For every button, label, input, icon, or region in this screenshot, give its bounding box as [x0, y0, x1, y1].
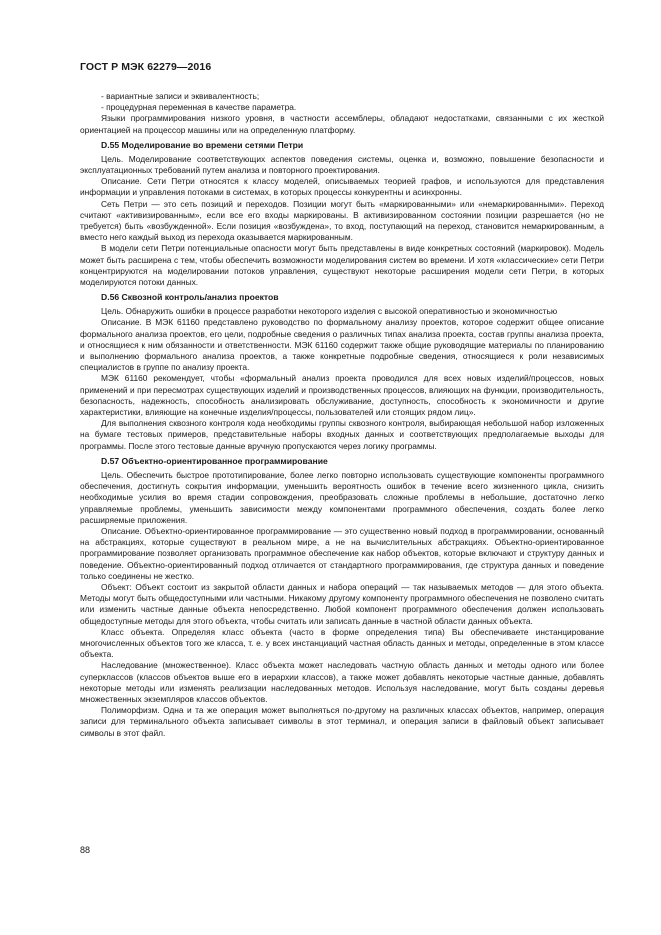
- paragraph: Описание. В МЭК 61160 представлено руководство по формальному анализу проектов, которое содержит общее описание формального анализа проектов, его цели, подробные сведения о различных типах анализа проекта, состав группы анализа проекта, и относящиеся к ним обязанности и ответственности. МЭК 61160 содержит также общие руководящие материалы по планированию и выполнению формального анализа проектов, а также конкретные подробные сведения, относящиеся к роли независимых специалистов в группе по анализу проекта.: [80, 317, 604, 373]
- paragraph: МЭК 61160 рекомендует, чтобы «формальный анализ проекта проводился для всех новых изделий/процессов, новых применений и при пересмотрах существующих изделий и производственных процессов, влияющих на функции, производительность, безопасность, надежность, способность анализировать обслуживание, доступность, способность к экономичности и другие характеристики, влияющие на конечные изделия/процессы, пользователей или стоящих рядом лиц».: [80, 373, 604, 418]
- paragraph: Цель. Моделирование соответствующих аспектов поведения системы, оценка и, возможно, повышение безопасности и эксплуатационных требований путем анализа и повторного проектирования.: [80, 153, 604, 176]
- paragraph: Сеть Петри — это сеть позиций и переходов. Позиции могут быть «маркированными» или «немаркированными». Переход считают «активизированным», если все его входы маркированы. В активизированном состоянии позиции разрешается (но не требуется) быть «возбужденной». Если позиция «возбуждена», то вход, поступающий на переход, становится немаркированным, а вместо него каждый выход из перехода оказывается маркированным.: [80, 198, 604, 243]
- paragraph: Описание. Объектно-ориентированное программирование — это существенно новый подход в программировании, основанный на абстракциях, которые существуют в реальном мире, а не на вычислительных абстракциях. Объектно-ориентированное программирование позволяет организовать программное обеспечение как набор объектов, которые включают и структуру данных и поведение. Объектно-ориентированный подход отличается от стандартного программирования, где структура данных и поведение только соединены не жестко.: [80, 525, 604, 581]
- paragraph: Языки программирования низкого уровня, в частности ассемблеры, обладают недостатками, связанными с их жесткой ориентацией на процессор машины или на определенную платформу.: [80, 113, 604, 135]
- paragraph: Класс объекта. Определяя класс объекта (часто в форме определения типа) Вы обеспечиваете инстанцирование многочисленных объектов того же класса, т. е. у всех инстанциаций частная область данных и методы, определенные в этом классе объекта.: [80, 626, 604, 660]
- section-heading: D.56 Сквозной контроль/анализ проектов: [101, 292, 279, 303]
- section-d57: [80, 455, 604, 739]
- paragraph: Объект: Объект состоит из закрытой области данных и набора операций — так называемых методов — для этого объекта. Методы могут быть общедоступными или частными. Никакому другому компоненту программного обеспечения не позволено считать или изменить частные данные объекта непосредственно. Любой компонент программного обеспечения должен использовать общедоступные методы для этого объекта, чтобы считать или записать данные в частной области данных объекта.: [80, 581, 604, 626]
- section-continuation: [80, 91, 604, 136]
- paragraph: Цель. Обеспечить быстрое прототипирование, более легко повторно использовать существующие компоненты программного обеспечения, достигнуть сокрытия информации, уменьшить вероятность ошибок в течение всего жизненного цикла, снизить необходимые усилия во время стадии сопровождения, преобразовать сложные проблемы в небольшие, достаточно легко управляемые проблемы, уменьшить зависимости между компонентами программного обеспечения, создать более легко расширяемые приложения.: [80, 469, 604, 525]
- paragraph: Для выполнения сквозного контроля кода необходимы группы сквозного контроля, выбирающая небольшой набор изложенных на бумаге тестовых примеров, представительные наборы входных данных и соответствующих предполагаемые выходы для программы. После этого тестовые данные вручную пропускаются через логику программы.: [80, 418, 604, 451]
- paragraph: Описание. Сети Петри относятся к классу моделей, описываемых теорией графов, и используются для представления информации и управления потоками в системах, в которых процессы конкурентны и асинхронны.: [80, 176, 604, 198]
- section-heading: D.55 Моделирование во времени сетями Петри: [101, 139, 304, 150]
- paragraph: Наследование (множественное). Класс объекта может наследовать частную область данных и методы одного или более суперклассов (классов объектов выше его в иерархии классов), а также может добавлять некоторые частные данные, добавлять некоторые методы или изменять реализации наследованных методов. Используя наследование, могут быть созданы деревья множественных экземпляров классов объектов.: [80, 660, 604, 704]
- document-header: ГОСТ Р МЭК 62279—2016: [80, 61, 212, 73]
- section-d56: [80, 291, 604, 452]
- paragraph: В модели сети Петри потенциальные опасности могут быть представлены в виде конкретных состояний (маркировок). Модель может быть расширена с тем, чтобы обеспечить возможности моделирования систем во времени. И хотя «классические» сети Петри концентрируются на моделировании потоков управления, существуют некоторые расширения модели сети Петри, в которых моделируются потоки данных.: [80, 243, 604, 288]
- list-item: - вариантные записи и эквивалентность;: [101, 91, 260, 101]
- paragraph: Цель. Обнаружить ошибки в процессе разработки некоторого изделия с высокой оперативностью и экономичностью: [101, 306, 558, 317]
- page-number: 88: [80, 845, 91, 855]
- section-heading: D.57 Объектно-ориентированное программирование: [101, 455, 328, 466]
- paragraph: Полиморфизм. Одна и та же операция может выполняться по-другому на различных классах объектов, например, операция записи для терминального объекта записывает символы в этот терминал, и операция записи в файловый объект записывает символы в этот файл.: [80, 705, 604, 738]
- list-item: - процедурная переменная в качестве параметра.: [101, 102, 297, 113]
- document-body: [80, 91, 604, 739]
- section-d55: [80, 139, 604, 288]
